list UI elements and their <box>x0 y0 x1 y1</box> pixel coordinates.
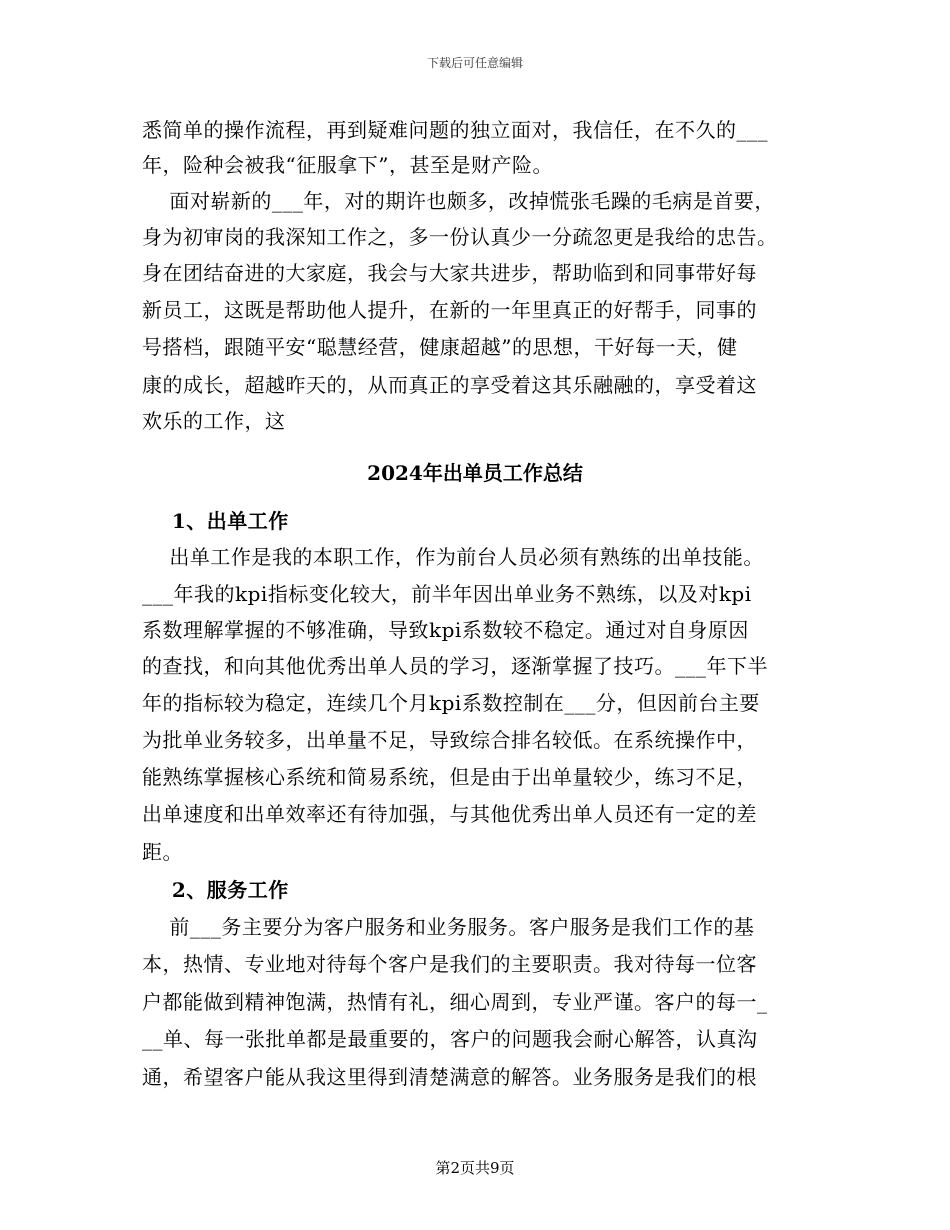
paragraph-line: 悉简单的操作流程，再到疑难问题的独立面对，我信任，在不久的___ <box>142 118 768 142</box>
paragraph-line: 通，希望客户能从我这里得到清楚满意的解答。业务服务是我们的根 <box>142 1065 757 1089</box>
document-title: 2024年出单员工作总结 <box>367 461 583 485</box>
paragraph-line: 能熟练掌握核心系统和简易系统，但是由于出单量较少，练习不足， <box>142 765 757 789</box>
paragraph-line: 为批单业务较多，出单量不足，导致综合排名较低。在系统操作中， <box>142 728 757 752</box>
paragraph-line: ___年我的kpi指标变化较大，前半年因出单业务不熟练，以及对kpi <box>142 582 752 606</box>
paragraph-line: 欢乐的工作，这 <box>142 409 286 433</box>
paragraph-line: 面对崭新的___年，对的期许也颇多，改掉慌张毛躁的毛病是首要， <box>142 189 775 213</box>
paragraph-line: 年，险种会被我“征服拿下”，甚至是财产险。 <box>142 153 553 177</box>
paragraph-line: 本，热情、专业地对待每个客户是我们的主要职责。我对待每一位客 <box>142 952 757 976</box>
page-header: 下载后可任意编辑 <box>426 56 523 70</box>
paragraph-line: 的查找，和向其他优秀出单人员的学习，逐渐掌握了技巧。___年下半 <box>142 654 768 678</box>
page-footer: 第2页共9页 <box>435 1159 515 1177</box>
paragraph-line: 号搭档，跟随平安“聪慧经营，健康超越”的思想，干好每一天，健 <box>142 335 738 359</box>
paragraph-line: 距。 <box>142 840 183 864</box>
paragraph-line: 出单工作是我的本职工作，作为前台人员必须有熟练的出单技能。 <box>142 545 764 569</box>
paragraph-line: 康的成长，超越昨天的，从而真正的享受着这其乐融融的，享受着这 <box>142 373 757 397</box>
paragraph-line: 户都能做到精神饱满，热情有礼，细心周到，专业严谨。客户的每一_ <box>142 990 768 1014</box>
paragraph-line: 身为初审岗的我深知工作之，多一份认真少一分疏忽更是我给的忠告。 <box>142 225 778 249</box>
paragraph-line: 年的指标较为稳定，连续几个月kpi系数控制在___分，但因前台主要 <box>142 691 760 715</box>
section-heading: 1、出单工作 <box>142 509 289 533</box>
paragraph-line: 前___务主要分为客户服务和业务服务。客户服务是我们工作的基 <box>142 915 755 939</box>
paragraph-line: 系数理解掌握的不够准确，导致kpi系数较不稳定。通过对自身原因 <box>142 618 749 642</box>
paragraph-line: __单、每一张批单都是最重要的，客户的问题我会耐心解答，认真沟 <box>142 1027 758 1051</box>
paragraph-line: 新员工，这既是帮助他人提升，在新的一年里真正的好帮手，同事的 <box>142 298 757 322</box>
paragraph-line: 身在团结奋进的大家庭，我会与大家共进步，帮助临到和同事带好每 <box>142 261 757 285</box>
paragraph-line: 出单速度和出单效率还有待加强，与其他优秀出单人员还有一定的差 <box>142 802 757 826</box>
section-heading: 2、服务工作 <box>142 878 289 902</box>
